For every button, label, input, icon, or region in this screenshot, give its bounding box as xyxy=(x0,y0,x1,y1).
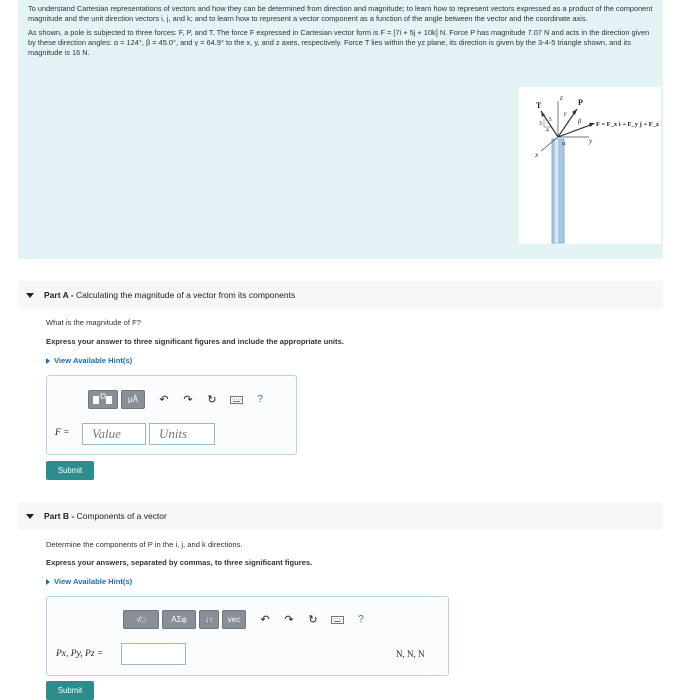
part-b-title-rest: Components of a vector xyxy=(74,511,167,521)
part-b-hint-label: View Available Hint(s) xyxy=(54,577,133,586)
redo-icon[interactable]: ↷ xyxy=(284,614,294,626)
part-b-hint-link[interactable] xyxy=(46,577,132,586)
part-b-toolbar xyxy=(123,610,369,629)
label-p: P xyxy=(578,98,583,107)
force-p-arrowhead xyxy=(572,109,577,115)
redo-icon[interactable]: ↷ xyxy=(183,394,193,406)
part-a-instruction: Express your answer to three significant figures and include the appropriate units. xyxy=(46,337,344,346)
intro-paragraph-1: To understand Cartesian representations of vectors and how they can be determined from direction and magnitude; to learn how to represent vectors expressed as a product of the component magnitude and the unit direction vectors i, j, and k; and to learn how to represent a vector component as a function of the angle between the vector and the coordinate axis. xyxy=(28,4,653,23)
part-a-question: What is the magnitude of F? xyxy=(46,318,141,327)
part-a-title-bold: Part A - xyxy=(44,290,74,300)
label-t: T xyxy=(536,101,542,110)
collapse-caret-icon[interactable] xyxy=(26,514,34,519)
pole-highlight xyxy=(555,139,558,243)
subscript-arrows-button[interactable]: ↓↑ xyxy=(199,610,219,629)
templates-icon xyxy=(92,393,114,406)
units-input[interactable]: Units xyxy=(149,423,215,445)
label-beta: β xyxy=(578,118,582,125)
part-b-question: Determine the components of P in the i, j, and k directions. xyxy=(46,540,243,549)
part-a-var-label: F = xyxy=(55,428,70,438)
keyboard-icon[interactable] xyxy=(228,392,244,408)
components-input[interactable] xyxy=(121,643,186,665)
intro-panel xyxy=(18,0,663,259)
hint-caret-icon xyxy=(46,358,50,364)
part-b-title xyxy=(44,511,167,521)
label-tri-5: 5 xyxy=(549,117,552,123)
part-a-toolbar xyxy=(88,390,268,409)
units-button[interactable]: μÅ xyxy=(121,390,145,409)
part-a-submit-button[interactable]: Submit xyxy=(46,461,94,480)
label-x: x xyxy=(535,151,539,159)
part-a-title xyxy=(44,290,295,300)
part-b-instruction: Express your answers, separated by commas, to three significant figures. xyxy=(46,558,313,567)
intro-paragraph-2 xyxy=(28,28,653,58)
part-b-units: N, N, N xyxy=(396,649,425,659)
force-f-vector xyxy=(558,124,593,137)
label-z: z xyxy=(560,94,563,102)
vec-button[interactable]: vec xyxy=(222,610,246,629)
part-a-header[interactable] xyxy=(18,281,663,309)
intro-paragraph-2a: As shown, a pole is subjected to three forces: F, P, and T. The force F expressed in Cartesian vector form is F = [7i + 5j + 10k] N. Force P has magnitude 7.07 N and acts in the direction given by these direction angles: α = 124°, β = 45.0°, and γ = 64.9° to the x, y, and z axes, respectively. xyxy=(28,28,650,47)
part-b-title-bold: Part B - xyxy=(44,511,75,521)
label-tri-3: 3 xyxy=(539,121,542,127)
intro-paragraph-2b: Force T lies within the yz plane, its direction is given by the 3-4-5 triangle shown, and its magnitude is 16 N. xyxy=(28,38,631,57)
part-a-hint-label: View Available Hint(s) xyxy=(54,356,133,365)
value-input[interactable]: Value xyxy=(82,423,146,445)
hint-caret-icon xyxy=(46,579,50,585)
undo-icon[interactable]: ↶ xyxy=(159,394,169,406)
greek-symbols-button[interactable]: ΑΣφ xyxy=(162,610,196,629)
collapse-caret-icon[interactable] xyxy=(26,293,34,298)
part-a-title-rest: Calculating the magnitude of a vector from its components xyxy=(73,290,296,300)
part-b-submit-button[interactable]: Submit xyxy=(46,681,94,700)
label-gamma: γ xyxy=(564,111,567,117)
help-icon[interactable]: ? xyxy=(257,394,263,405)
label-alpha: α xyxy=(562,140,566,147)
part-b-answer-box xyxy=(46,596,449,676)
templates-sqrt-button[interactable]: √□ xyxy=(123,610,159,629)
help-icon[interactable]: ? xyxy=(358,614,364,625)
pole-diagram xyxy=(519,87,661,244)
part-b-var-label: Px, Py, Pz = xyxy=(56,649,104,659)
templates-button[interactable] xyxy=(88,390,118,409)
reset-icon[interactable]: ↻ xyxy=(308,614,318,626)
label-y: y xyxy=(589,137,593,145)
undo-icon[interactable]: ↶ xyxy=(260,614,270,626)
pole-figure xyxy=(519,87,661,244)
label-f-formula: F = F_x i + F_y j + F_z k xyxy=(596,121,661,128)
reset-icon[interactable]: ↻ xyxy=(207,394,217,406)
part-b-header[interactable] xyxy=(18,502,663,530)
force-f-arrowhead xyxy=(589,123,595,127)
part-a-hint-link[interactable] xyxy=(46,356,132,365)
keyboard-icon[interactable] xyxy=(329,612,345,628)
label-tri-4: 4 xyxy=(546,128,549,134)
